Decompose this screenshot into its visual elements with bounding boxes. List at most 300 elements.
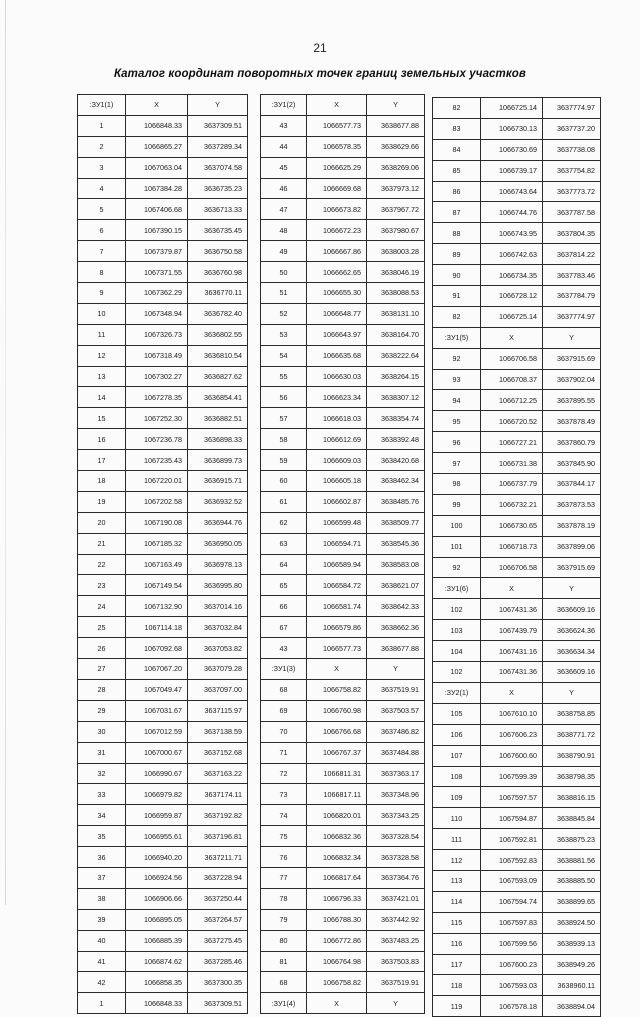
x-coordinate-cell: 1067278.35 xyxy=(126,387,188,408)
y-header-cell: Y xyxy=(543,327,601,348)
point-id-cell: 10 xyxy=(78,303,126,324)
table-row xyxy=(78,178,248,199)
point-id-cell: 36 xyxy=(78,847,126,868)
y-coordinate-cell: 3637228.94 xyxy=(188,867,248,888)
x-coordinate-cell: 1066734.35 xyxy=(481,265,543,286)
x-coordinate-cell: 1066612.69 xyxy=(307,429,367,450)
y-coordinate-cell: 3637845.90 xyxy=(543,453,601,474)
table-header-row xyxy=(433,682,601,703)
y-coordinate-cell: 3637192.82 xyxy=(188,805,248,826)
x-header-cell: X xyxy=(126,95,188,116)
y-coordinate-cell: 3638264.15 xyxy=(367,366,425,387)
coordinates-table-1 xyxy=(77,94,248,1014)
table-row xyxy=(433,223,601,244)
y-coordinate-cell: 3638790.91 xyxy=(543,745,601,766)
point-id-cell: 29 xyxy=(78,700,126,721)
point-id-cell: 21 xyxy=(78,533,126,554)
table-row xyxy=(261,408,425,429)
x-coordinate-cell: 1066731.38 xyxy=(481,453,543,474)
x-coordinate-cell: 1067326.73 xyxy=(126,324,188,345)
y-coordinate-cell: 3636782.40 xyxy=(188,303,248,324)
y-coordinate-cell: 3637285.46 xyxy=(188,951,248,972)
point-id-cell: 82 xyxy=(433,306,481,327)
x-coordinate-cell: 1066940.20 xyxy=(126,847,188,868)
parcel-label-cell: :ЗУ1(1) xyxy=(78,95,126,116)
table-row xyxy=(261,972,425,993)
y-coordinate-cell: 3638392.48 xyxy=(367,429,425,450)
x-coordinate-cell: 1067439.79 xyxy=(481,620,543,641)
y-coordinate-cell: 3637442.92 xyxy=(367,909,425,930)
y-coordinate-cell: 3638003.28 xyxy=(367,241,425,262)
y-coordinate-cell: 3637895.55 xyxy=(543,390,601,411)
x-coordinate-cell: 1066594.71 xyxy=(307,533,367,554)
table-row xyxy=(78,805,248,826)
x-coordinate-cell: 1067431.36 xyxy=(481,662,543,683)
y-coordinate-cell: 3638642.33 xyxy=(367,596,425,617)
y-coordinate-cell: 3638545.36 xyxy=(367,533,425,554)
table-row xyxy=(78,826,248,847)
point-id-cell: 103 xyxy=(433,620,481,641)
y-coordinate-cell: 3637899.06 xyxy=(543,536,601,557)
x-coordinate-cell: 1066706.58 xyxy=(481,557,543,578)
x-coordinate-cell: 1067390.15 xyxy=(126,220,188,241)
y-coordinate-cell: 3637784.79 xyxy=(543,286,601,307)
x-coordinate-cell: 1066959.87 xyxy=(126,805,188,826)
x-coordinate-cell: 1066817.64 xyxy=(307,867,367,888)
table-row xyxy=(261,930,425,951)
point-id-cell: 60 xyxy=(261,471,307,492)
table-row xyxy=(261,784,425,805)
point-id-cell: 107 xyxy=(433,745,481,766)
table-row xyxy=(433,265,601,286)
y-header-cell: Y xyxy=(543,682,601,703)
y-coordinate-cell: 3636624.36 xyxy=(543,620,601,641)
x-coordinate-cell: 1067431.36 xyxy=(481,599,543,620)
table-row xyxy=(78,366,248,387)
table-row xyxy=(433,891,601,912)
point-id-cell: 87 xyxy=(433,202,481,223)
x-coordinate-cell: 1067235.43 xyxy=(126,450,188,471)
x-coordinate-cell: 1066739.17 xyxy=(481,160,543,181)
x-coordinate-cell: 1066874.62 xyxy=(126,951,188,972)
x-coordinate-cell: 1066832.34 xyxy=(307,847,367,868)
point-id-cell: 99 xyxy=(433,494,481,515)
table-row xyxy=(78,157,248,178)
table-row xyxy=(78,408,248,429)
table-row xyxy=(433,724,601,745)
y-coordinate-cell: 3637787.58 xyxy=(543,202,601,223)
y-coordinate-cell: 3637973.12 xyxy=(367,178,425,199)
point-id-cell: 81 xyxy=(261,951,307,972)
point-id-cell: 78 xyxy=(261,888,307,909)
table-row xyxy=(433,348,601,369)
x-header-cell: X xyxy=(481,327,543,348)
x-coordinate-cell: 1066578.35 xyxy=(307,136,367,157)
x-coordinate-cell: 1066602.87 xyxy=(307,491,367,512)
point-id-cell: 76 xyxy=(261,847,307,868)
table-row xyxy=(261,721,425,742)
point-id-cell: 39 xyxy=(78,909,126,930)
x-coordinate-cell: 1066672.23 xyxy=(307,220,367,241)
table-row xyxy=(78,575,248,596)
y-coordinate-cell: 3637804.35 xyxy=(543,223,601,244)
point-id-cell: 98 xyxy=(433,474,481,495)
y-coordinate-cell: 3637196.81 xyxy=(188,826,248,847)
x-coordinate-cell: 1067163.49 xyxy=(126,554,188,575)
point-id-cell: 51 xyxy=(261,283,307,304)
point-id-cell: 14 xyxy=(78,387,126,408)
x-coordinate-cell: 1066811.31 xyxy=(307,763,367,784)
table-row xyxy=(78,262,248,283)
x-coordinate-cell: 1067594.74 xyxy=(481,891,543,912)
y-header-cell: Y xyxy=(367,95,425,116)
y-coordinate-cell: 3636634.34 xyxy=(543,641,601,662)
table-row xyxy=(261,512,425,533)
table-row xyxy=(261,345,425,366)
x-coordinate-cell: 1066796.33 xyxy=(307,888,367,909)
table-row xyxy=(433,453,601,474)
x-coordinate-cell: 1067067.20 xyxy=(126,659,188,680)
table-row xyxy=(433,996,601,1017)
table-row xyxy=(433,829,601,850)
point-id-cell: 70 xyxy=(261,721,307,742)
x-coordinate-cell: 1066817.11 xyxy=(307,784,367,805)
y-coordinate-cell: 3638758.85 xyxy=(543,703,601,724)
x-header-cell: X xyxy=(307,659,367,680)
x-coordinate-cell: 1066605.18 xyxy=(307,471,367,492)
x-coordinate-cell: 1066732.21 xyxy=(481,494,543,515)
point-id-cell: 33 xyxy=(78,784,126,805)
x-coordinate-cell: 1067594.87 xyxy=(481,808,543,829)
y-coordinate-cell: 3637503.83 xyxy=(367,951,425,972)
point-id-cell: 43 xyxy=(261,638,307,659)
point-id-cell: 47 xyxy=(261,199,307,220)
y-coordinate-cell: 3637483.25 xyxy=(367,930,425,951)
parcel-label-cell: :ЗУ1(4) xyxy=(261,993,307,1014)
x-coordinate-cell: 1066730.65 xyxy=(481,515,543,536)
y-coordinate-cell: 3638131.10 xyxy=(367,303,425,324)
point-id-cell: 26 xyxy=(78,638,126,659)
point-id-cell: 42 xyxy=(78,972,126,993)
table-row xyxy=(433,850,601,871)
table-row xyxy=(433,808,601,829)
x-coordinate-cell: 1066609.03 xyxy=(307,450,367,471)
x-coordinate-cell: 1067236.78 xyxy=(126,429,188,450)
x-coordinate-cell: 1067431.16 xyxy=(481,641,543,662)
x-coordinate-cell: 1067593.03 xyxy=(481,975,543,996)
table-row xyxy=(261,742,425,763)
table-row xyxy=(433,118,601,139)
table-row xyxy=(78,617,248,638)
table-row xyxy=(261,826,425,847)
table-row xyxy=(78,136,248,157)
x-coordinate-cell: 1067031.67 xyxy=(126,700,188,721)
point-id-cell: 32 xyxy=(78,763,126,784)
point-id-cell: 46 xyxy=(261,178,307,199)
point-id-cell: 4 xyxy=(78,178,126,199)
point-id-cell: 115 xyxy=(433,912,481,933)
y-coordinate-cell: 3636882.51 xyxy=(188,408,248,429)
x-coordinate-cell: 1066737.79 xyxy=(481,474,543,495)
x-coordinate-cell: 1066720.52 xyxy=(481,411,543,432)
point-id-cell: 112 xyxy=(433,850,481,871)
table-row xyxy=(78,847,248,868)
x-coordinate-cell: 1066832.36 xyxy=(307,826,367,847)
table-row xyxy=(433,494,601,515)
point-id-cell: 6 xyxy=(78,220,126,241)
point-id-cell: 114 xyxy=(433,891,481,912)
table-row xyxy=(78,429,248,450)
y-coordinate-cell: 3636978.13 xyxy=(188,554,248,575)
table-row xyxy=(261,199,425,220)
x-coordinate-cell: 1067599.56 xyxy=(481,933,543,954)
y-coordinate-cell: 3637519.91 xyxy=(367,679,425,700)
point-id-cell: 1 xyxy=(78,115,126,136)
point-id-cell: 108 xyxy=(433,766,481,787)
table-row xyxy=(78,241,248,262)
table-row xyxy=(261,262,425,283)
y-coordinate-cell: 3637421.01 xyxy=(367,888,425,909)
table-row xyxy=(78,930,248,951)
y-coordinate-cell: 3637343.25 xyxy=(367,805,425,826)
point-id-cell: 95 xyxy=(433,411,481,432)
y-coordinate-cell: 3638583.08 xyxy=(367,554,425,575)
y-coordinate-cell: 3637289.34 xyxy=(188,136,248,157)
table-row xyxy=(433,662,601,683)
y-coordinate-cell: 3638164.70 xyxy=(367,324,425,345)
y-coordinate-cell: 3636898.33 xyxy=(188,429,248,450)
y-header-cell: Y xyxy=(543,578,601,599)
table-row xyxy=(78,533,248,554)
point-id-cell: 48 xyxy=(261,220,307,241)
point-id-cell: 72 xyxy=(261,763,307,784)
point-id-cell: 58 xyxy=(261,429,307,450)
point-id-cell: 69 xyxy=(261,700,307,721)
y-coordinate-cell: 3637074.58 xyxy=(188,157,248,178)
table-row xyxy=(78,554,248,575)
point-id-cell: 24 xyxy=(78,596,126,617)
x-coordinate-cell: 1066730.69 xyxy=(481,139,543,160)
y-coordinate-cell: 3637097.00 xyxy=(188,679,248,700)
point-id-cell: 7 xyxy=(78,241,126,262)
table-row xyxy=(261,763,425,784)
y-coordinate-cell: 3638354.74 xyxy=(367,408,425,429)
x-coordinate-cell: 1066760.98 xyxy=(307,700,367,721)
x-coordinate-cell: 1067063.04 xyxy=(126,157,188,178)
y-coordinate-cell: 3636735.23 xyxy=(188,178,248,199)
point-id-cell: 67 xyxy=(261,617,307,638)
x-coordinate-cell: 1067202.58 xyxy=(126,491,188,512)
table-row xyxy=(261,867,425,888)
point-id-cell: 89 xyxy=(433,244,481,265)
point-id-cell: 11 xyxy=(78,324,126,345)
table-row xyxy=(433,432,601,453)
table-row xyxy=(433,870,601,891)
point-id-cell: 30 xyxy=(78,721,126,742)
parcel-label-cell: :ЗУ1(6) xyxy=(433,578,481,599)
x-coordinate-cell: 1066743.64 xyxy=(481,181,543,202)
x-coordinate-cell: 1066708.37 xyxy=(481,369,543,390)
y-coordinate-cell: 3637163.22 xyxy=(188,763,248,784)
point-id-cell: 68 xyxy=(261,679,307,700)
page-edge-shadow xyxy=(5,0,6,905)
point-id-cell: 97 xyxy=(433,453,481,474)
x-coordinate-cell: 1067371.55 xyxy=(126,262,188,283)
table-row xyxy=(78,700,248,721)
point-id-cell: 100 xyxy=(433,515,481,536)
x-coordinate-cell: 1066579.86 xyxy=(307,617,367,638)
point-id-cell: 101 xyxy=(433,536,481,557)
table-row xyxy=(433,411,601,432)
y-coordinate-cell: 3637902.04 xyxy=(543,369,601,390)
x-coordinate-cell: 1066924.56 xyxy=(126,867,188,888)
point-id-cell: 16 xyxy=(78,429,126,450)
table-row xyxy=(433,912,601,933)
x-coordinate-cell: 1066577.73 xyxy=(307,115,367,136)
point-id-cell: 71 xyxy=(261,742,307,763)
y-coordinate-cell: 3636944.76 xyxy=(188,512,248,533)
y-coordinate-cell: 3636810.54 xyxy=(188,345,248,366)
table-row xyxy=(78,324,248,345)
y-coordinate-cell: 3638677.88 xyxy=(367,638,425,659)
table-row xyxy=(433,745,601,766)
table-row xyxy=(261,909,425,930)
y-coordinate-cell: 3637774.97 xyxy=(543,98,601,119)
x-coordinate-cell: 1067593.09 xyxy=(481,870,543,891)
y-coordinate-cell: 3637014.16 xyxy=(188,596,248,617)
y-coordinate-cell: 3636827.62 xyxy=(188,366,248,387)
table-row xyxy=(261,575,425,596)
point-id-cell: 2 xyxy=(78,136,126,157)
table-row xyxy=(261,471,425,492)
x-coordinate-cell: 1067149.54 xyxy=(126,575,188,596)
table-header-row xyxy=(261,95,425,116)
x-coordinate-cell: 1066979.82 xyxy=(126,784,188,805)
point-id-cell: 55 xyxy=(261,366,307,387)
y-coordinate-cell: 3637328.58 xyxy=(367,847,425,868)
x-coordinate-cell: 1066581.74 xyxy=(307,596,367,617)
x-header-cell: X xyxy=(307,95,367,116)
point-id-cell: 94 xyxy=(433,390,481,411)
y-coordinate-cell: 3636899.73 xyxy=(188,450,248,471)
x-coordinate-cell: 1066667.86 xyxy=(307,241,367,262)
y-coordinate-cell: 3637519.91 xyxy=(367,972,425,993)
y-coordinate-cell: 3638420.68 xyxy=(367,450,425,471)
y-coordinate-cell: 3638509.77 xyxy=(367,512,425,533)
y-coordinate-cell: 3638881.56 xyxy=(543,850,601,871)
x-coordinate-cell: 1066589.94 xyxy=(307,554,367,575)
table-row xyxy=(433,139,601,160)
x-coordinate-cell: 1066727.21 xyxy=(481,432,543,453)
table-row xyxy=(78,867,248,888)
x-coordinate-cell: 1067578.18 xyxy=(481,996,543,1017)
y-coordinate-cell: 3638894.04 xyxy=(543,996,601,1017)
y-coordinate-cell: 3638269.06 xyxy=(367,157,425,178)
point-id-cell: 50 xyxy=(261,262,307,283)
point-id-cell: 9 xyxy=(78,283,126,304)
point-id-cell: 52 xyxy=(261,303,307,324)
y-coordinate-cell: 3637032.84 xyxy=(188,617,248,638)
table-row xyxy=(78,993,248,1014)
table-row xyxy=(261,638,425,659)
point-id-cell: 113 xyxy=(433,870,481,891)
table-header-row xyxy=(433,327,601,348)
point-id-cell: 23 xyxy=(78,575,126,596)
point-id-cell: 82 xyxy=(433,98,481,119)
y-coordinate-cell: 3638798.35 xyxy=(543,766,601,787)
x-coordinate-cell: 1066728.12 xyxy=(481,286,543,307)
y-coordinate-cell: 3637754.82 xyxy=(543,160,601,181)
x-coordinate-cell: 1066858.35 xyxy=(126,972,188,993)
table-row xyxy=(433,599,601,620)
point-id-cell: 12 xyxy=(78,345,126,366)
point-id-cell: 79 xyxy=(261,909,307,930)
y-coordinate-cell: 3637484.88 xyxy=(367,742,425,763)
table-row xyxy=(433,641,601,662)
y-coordinate-cell: 3637348.96 xyxy=(367,784,425,805)
table-row xyxy=(78,888,248,909)
table-row xyxy=(78,659,248,680)
table-row xyxy=(433,954,601,975)
point-id-cell: 37 xyxy=(78,867,126,888)
y-header-cell: Y xyxy=(367,659,425,680)
x-coordinate-cell: 1066599.48 xyxy=(307,512,367,533)
table-row xyxy=(261,115,425,136)
x-coordinate-cell: 1066730.13 xyxy=(481,118,543,139)
x-coordinate-cell: 1066625.29 xyxy=(307,157,367,178)
table-row xyxy=(261,136,425,157)
point-id-cell: 106 xyxy=(433,724,481,745)
point-id-cell: 64 xyxy=(261,554,307,575)
y-coordinate-cell: 3638662.36 xyxy=(367,617,425,638)
table-row xyxy=(261,847,425,868)
x-coordinate-cell: 1066618.03 xyxy=(307,408,367,429)
point-id-cell: 27 xyxy=(78,659,126,680)
x-coordinate-cell: 1067185.32 xyxy=(126,533,188,554)
point-id-cell: 73 xyxy=(261,784,307,805)
table-row xyxy=(261,387,425,408)
y-coordinate-cell: 3637211.71 xyxy=(188,847,248,868)
y-coordinate-cell: 3636915.71 xyxy=(188,471,248,492)
y-coordinate-cell: 3636995.80 xyxy=(188,575,248,596)
x-coordinate-cell: 1066848.33 xyxy=(126,993,188,1014)
point-id-cell: 91 xyxy=(433,286,481,307)
point-id-cell: 25 xyxy=(78,617,126,638)
x-coordinate-cell: 1066848.33 xyxy=(126,115,188,136)
y-coordinate-cell: 3636950.05 xyxy=(188,533,248,554)
point-id-cell: 104 xyxy=(433,641,481,662)
y-coordinate-cell: 3638222.64 xyxy=(367,345,425,366)
y-coordinate-cell: 3637980.67 xyxy=(367,220,425,241)
x-coordinate-cell: 1066706.58 xyxy=(481,348,543,369)
x-coordinate-cell: 1067049.47 xyxy=(126,679,188,700)
point-id-cell: 1 xyxy=(78,993,126,1014)
y-coordinate-cell: 3637079.28 xyxy=(188,659,248,680)
table-row xyxy=(78,742,248,763)
y-coordinate-cell: 3637138.59 xyxy=(188,721,248,742)
table-row xyxy=(78,512,248,533)
y-coordinate-cell: 3638771.72 xyxy=(543,724,601,745)
table-row xyxy=(433,515,601,536)
y-coordinate-cell: 3637967.72 xyxy=(367,199,425,220)
x-coordinate-cell: 1067092.68 xyxy=(126,638,188,659)
table-row xyxy=(261,951,425,972)
point-id-cell: 84 xyxy=(433,139,481,160)
x-coordinate-cell: 1066584.72 xyxy=(307,575,367,596)
point-id-cell: 65 xyxy=(261,575,307,596)
y-coordinate-cell: 3637503.57 xyxy=(367,700,425,721)
table-row xyxy=(78,491,248,512)
